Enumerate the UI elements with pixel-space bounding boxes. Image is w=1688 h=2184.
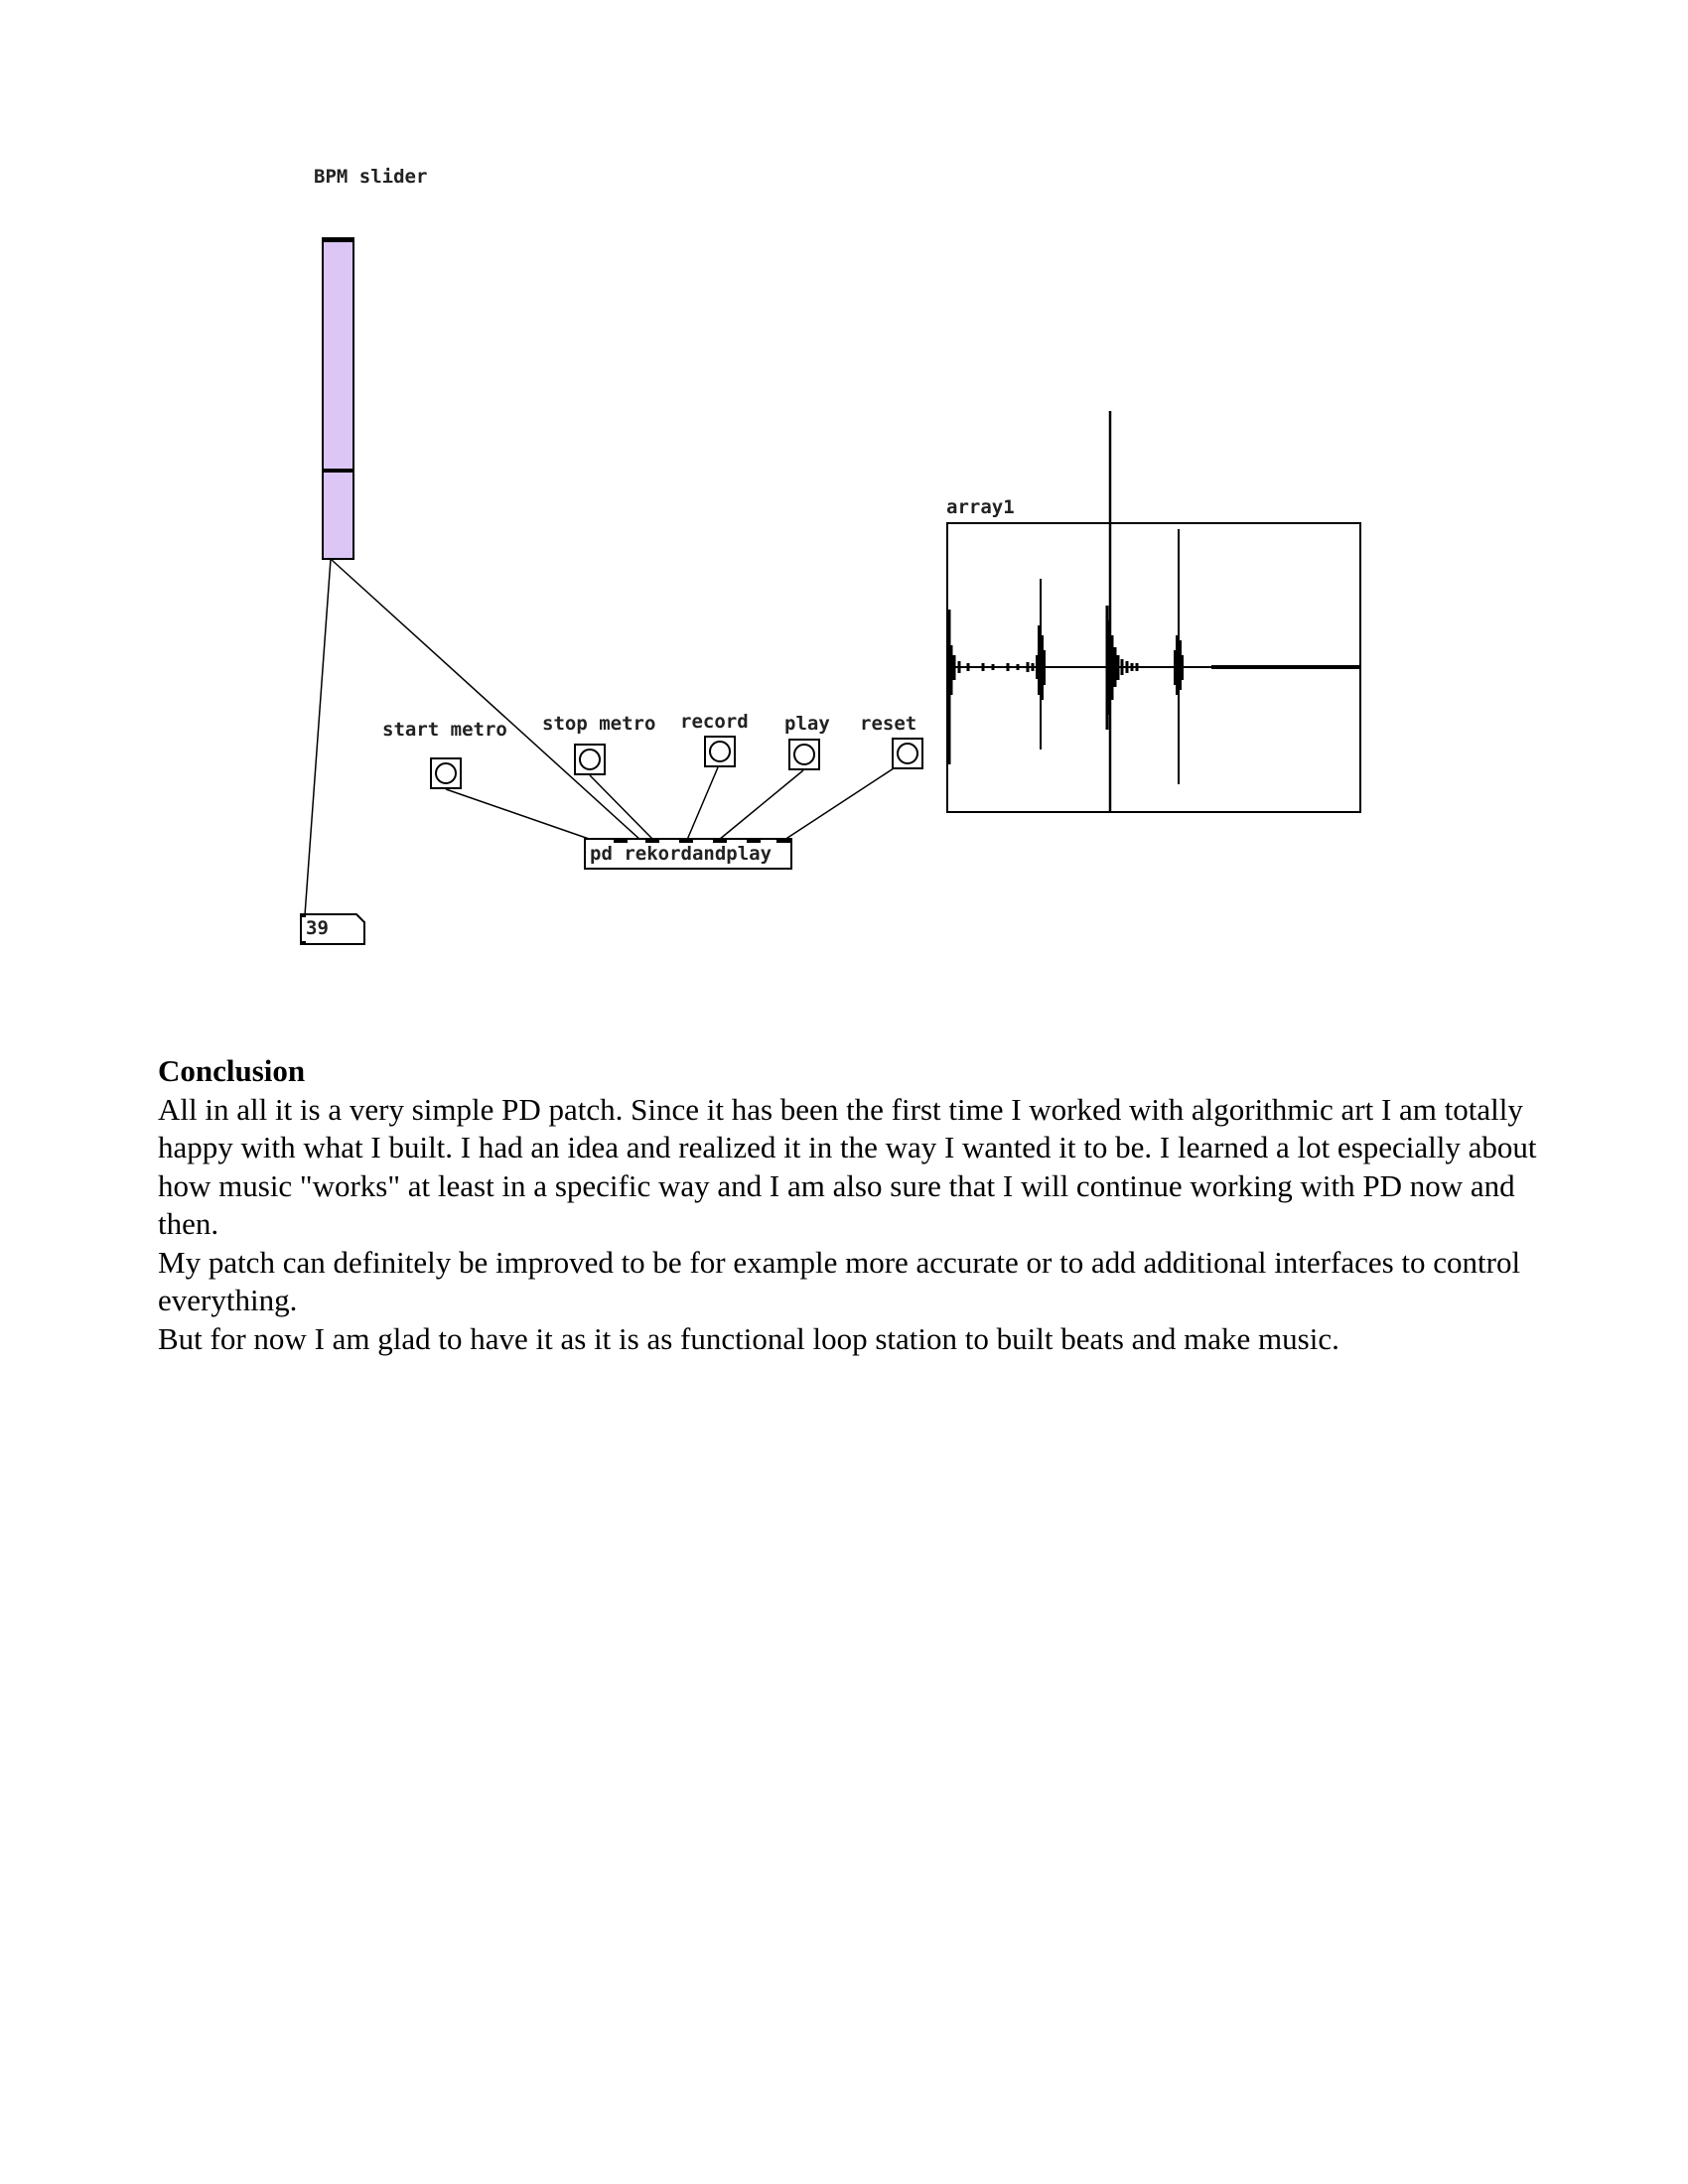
bang-label-reset: reset (860, 713, 917, 735)
object-text: pd rekordandplay (590, 843, 773, 865)
bang-label-play: play (784, 713, 830, 735)
conclusion-section (158, 1052, 1548, 1358)
conclusion-paragraph-2: My patch can definitely be improved to be for example more accurate or to add additional interfaces to control everything. (158, 1244, 1521, 1317)
bang-label-stop-metro: stop metro (542, 713, 656, 735)
array-label: array1 (946, 496, 1015, 518)
waveform-hit-4 (1175, 529, 1183, 784)
bang-label-start-metro: start metro (382, 719, 507, 741)
conclusion-paragraph-1: All in all it is a very simple PD patch. Since it has been the first time I worked with algorithmic art I am totally happy with what I built. I had an idea and realized it in the way I wanted it to be. I learned a lot especially about how music "works" at least in a specific way and I am also sure that I will continue working with PD now and then. (158, 1091, 1537, 1241)
conclusion-heading: Conclusion (158, 1053, 306, 1088)
pd-patch-canvas (0, 0, 1688, 993)
number-box-value: 39 (306, 917, 329, 939)
waveform-hit-3 (1107, 606, 1137, 730)
array-waveform (0, 0, 1688, 993)
waveform-hit-2 (1037, 579, 1045, 750)
slider-label: BPM slider (314, 166, 428, 188)
waveform-hit-1 (949, 610, 1039, 764)
bang-label-record: record (680, 711, 749, 733)
conclusion-paragraph-3: But for now I am glad to have it as it is as functional loop station to built beats and make music. (158, 1320, 1339, 1356)
